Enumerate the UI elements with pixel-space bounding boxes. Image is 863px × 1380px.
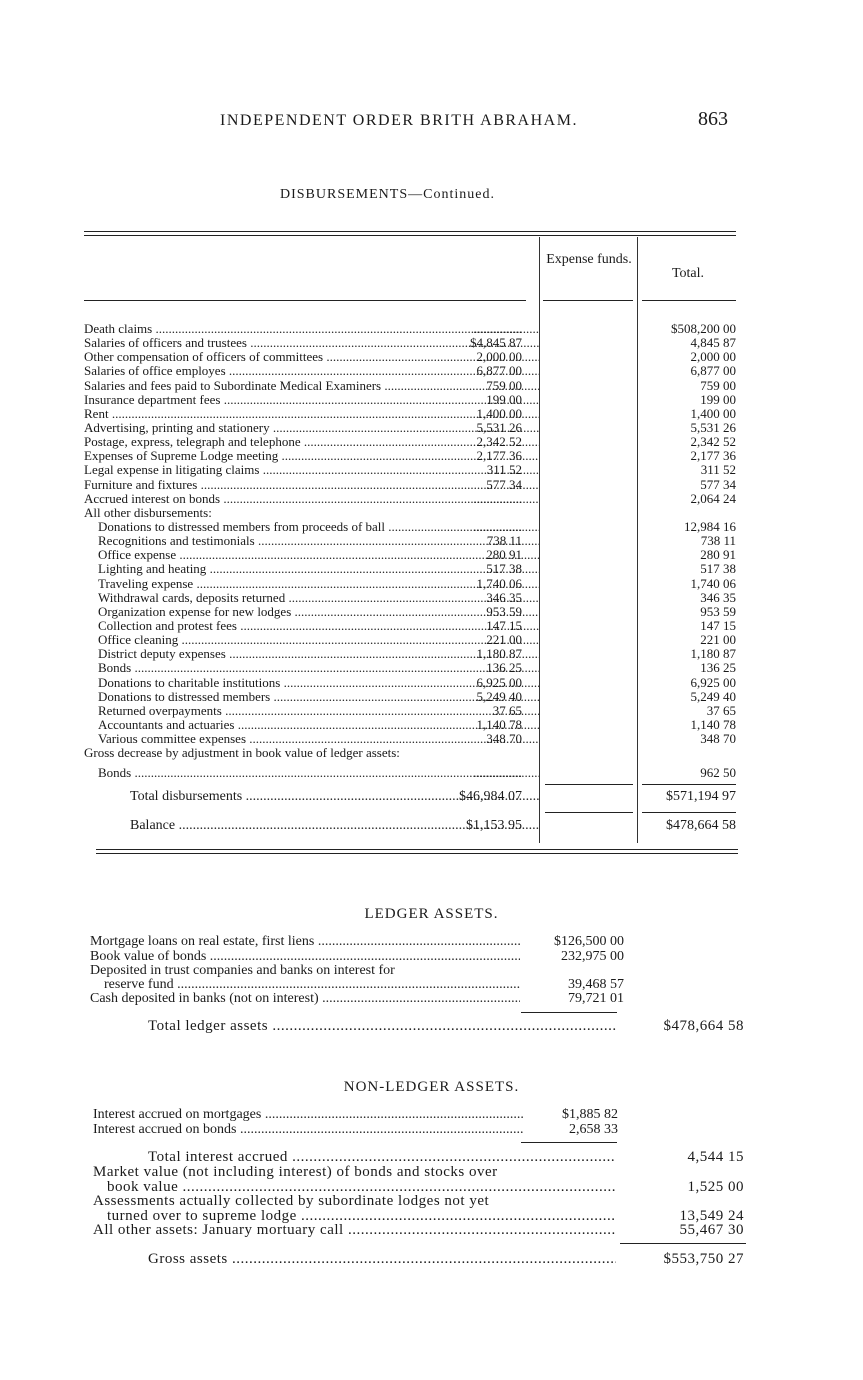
disbursement-label: Withdrawal cards, deposits returned ..... xyxy=(84,591,539,605)
total-interest-row xyxy=(148,1150,748,1164)
disbursement-row xyxy=(84,421,744,435)
ledger-row-label: Deposited in trust companies and banks on interest for xyxy=(90,964,395,978)
balance-total: $478,664 58 xyxy=(666,818,736,833)
market-value-label-2: book value ..... xyxy=(93,1180,616,1194)
total-disbursements-label: Total disbursements ..... xyxy=(84,790,539,804)
disbursement-expense: 1,180 87 xyxy=(476,646,522,662)
disbursement-expense: 37 65 xyxy=(492,702,522,718)
disbursement-expense: 1,140 78 xyxy=(476,716,522,732)
disbursement-expense: ............... xyxy=(473,518,522,534)
ledger-row xyxy=(90,935,630,949)
disbursement-expense: 136 25 xyxy=(486,660,522,676)
disbursement-total: 962 50 xyxy=(700,765,736,781)
disbursement-row xyxy=(84,633,744,647)
disbursement-label: Collection and protest fees ..... xyxy=(84,619,539,633)
market-value-row-2 xyxy=(93,1180,753,1194)
disbursement-label: Bonds ..... xyxy=(84,766,539,780)
disbursement-total: 280 91 xyxy=(700,547,736,563)
column-header-total: Total. xyxy=(671,266,705,281)
disbursement-total: 1,140 78 xyxy=(690,716,736,732)
ledger-assets-title: LEDGER ASSETS. xyxy=(364,906,499,922)
disbursement-expense: 221 00 xyxy=(486,632,522,648)
disbursement-label: Recognitions and testimonials ..... xyxy=(84,534,539,548)
disbursement-total: 1,400 00 xyxy=(690,405,736,421)
disbursement-total: 12,984 16 xyxy=(684,518,736,534)
disbursement-expense: 2,000 00 xyxy=(476,349,522,365)
disbursement-label: Accrued interest on bonds ..... xyxy=(84,492,539,506)
disbursement-row xyxy=(84,591,744,605)
disbursement-label: Furniture and fixtures ..... xyxy=(84,478,539,492)
nonledger-row-label: Interest accrued on mortgages ..... xyxy=(93,1108,523,1122)
disbursement-row xyxy=(84,704,744,718)
market-value-value: 1,525 00 xyxy=(687,1179,744,1195)
disbursement-expense: 280 91 xyxy=(486,547,522,563)
disbursement-row xyxy=(84,393,744,407)
table-top-rule-2 xyxy=(84,235,736,236)
disbursement-total: 2,177 36 xyxy=(690,448,736,464)
disbursement-label: Gross decrease by adjustment in book value of ledger assets: xyxy=(84,746,400,761)
assessments-label-2: turned over to supreme lodge ..... xyxy=(93,1209,616,1223)
disbursement-total: 346 35 xyxy=(700,589,736,605)
disbursement-total: 2,064 24 xyxy=(690,490,736,506)
gross-assets-value: $553,750 27 xyxy=(663,1251,744,1267)
disbursement-label: Donations to distressed members from proceeds of ball ..... xyxy=(84,520,539,534)
disbursement-total: 1,180 87 xyxy=(690,646,736,662)
total-disbursements-total: $571,194 97 xyxy=(666,789,736,804)
disbursement-label: Office cleaning ..... xyxy=(84,633,539,647)
disbursement-expense: 2,342 52 xyxy=(476,434,522,450)
ledger-row-label: Cash deposited in banks (not on interest) ..... xyxy=(90,992,520,1006)
disbursement-label: Donations to distressed members ..... xyxy=(84,690,539,704)
total-disbursements-expense: $46,984 07 xyxy=(459,789,522,804)
disbursement-row xyxy=(84,364,744,378)
balance-label: Balance ..... xyxy=(84,819,539,833)
disbursement-total: 4,845 87 xyxy=(690,335,736,351)
other-assets-value: 55,467 30 xyxy=(679,1222,744,1238)
disbursement-expense: 5,531 26 xyxy=(476,419,522,435)
disbursement-total: 136 25 xyxy=(700,660,736,676)
disbursement-expense: 2,177 36 xyxy=(476,448,522,464)
table-bottom-rule xyxy=(96,849,738,850)
ledger-row xyxy=(90,950,630,964)
disbursement-expense: 5,249 40 xyxy=(476,688,522,704)
disbursement-total: 311 52 xyxy=(700,462,736,478)
disbursement-label: Expenses of Supreme Lodge meeting ..... xyxy=(84,449,539,463)
disbursement-row xyxy=(84,766,744,780)
disbursement-row xyxy=(84,449,744,463)
disbursement-expense: 738 11 xyxy=(486,533,522,549)
disbursement-row xyxy=(84,548,744,562)
balance-rule-total xyxy=(642,812,736,813)
disbursement-label: Salaries of office employes ..... xyxy=(84,364,539,378)
disbursement-row xyxy=(84,492,744,506)
disbursement-expense: 577 34 xyxy=(486,476,522,492)
disbursement-row xyxy=(84,336,744,350)
disbursement-total: 221 00 xyxy=(700,632,736,648)
ledger-row xyxy=(90,964,630,978)
disbursement-row xyxy=(84,407,744,421)
disbursement-label: Lighting and heating ..... xyxy=(84,562,539,576)
disbursement-row xyxy=(84,746,744,760)
disbursement-total: 6,877 00 xyxy=(690,363,736,379)
assessments-value: 13,549 24 xyxy=(679,1208,744,1224)
header-rule-left xyxy=(84,300,526,301)
disbursement-row xyxy=(84,506,744,520)
nonledger-assets-title: NON-LEDGER ASSETS. xyxy=(343,1079,520,1095)
assessments-label: Assessments actually collected by subordinate lodges not yet xyxy=(93,1194,490,1208)
ledger-row-label: Mortgage loans on real estate, first liens ..... xyxy=(90,935,520,949)
disbursement-row xyxy=(84,732,744,746)
ledger-total-value: $478,664 58 xyxy=(663,1018,744,1034)
ledger-row-value: $126,500 00 xyxy=(554,934,624,949)
disbursement-row xyxy=(84,647,744,661)
disbursement-row xyxy=(84,379,744,393)
disbursement-row xyxy=(84,534,744,548)
assessments-row xyxy=(93,1194,753,1208)
disbursement-total: 759 00 xyxy=(700,377,736,393)
disbursement-label: Salaries of officers and trustees ..... xyxy=(84,336,539,350)
ledger-row-value: 232,975 00 xyxy=(561,949,624,964)
disbursement-expense: 759 00 xyxy=(486,377,522,393)
ledger-row-label: reserve fund ..... xyxy=(90,978,520,992)
disbursement-expense: 6,925 00 xyxy=(476,674,522,690)
disbursement-total: 5,249 40 xyxy=(690,688,736,704)
ledger-row xyxy=(90,992,630,1006)
disbursement-total: 2,000 00 xyxy=(690,349,736,365)
disbursement-label: Death claims ..... xyxy=(84,322,539,336)
disbursement-total: 147 15 xyxy=(700,617,736,633)
disbursement-label: Organization expense for new lodges ..... xyxy=(84,605,539,619)
disbursement-expense: 6,877 00 xyxy=(476,363,522,379)
balance-row xyxy=(84,819,744,833)
disbursement-total: 199 00 xyxy=(700,391,736,407)
disbursement-expense: 147 15 xyxy=(486,617,522,633)
ledger-row xyxy=(90,978,630,992)
disbursement-row xyxy=(84,577,744,591)
disbursement-total: 1,740 06 xyxy=(690,575,736,591)
disbursement-label: Traveling expense ..... xyxy=(84,577,539,591)
disbursement-expense: 346 35 xyxy=(486,589,522,605)
total-interest-value: 4,544 15 xyxy=(687,1149,744,1165)
ledger-row-value: 39,468 57 xyxy=(568,977,624,992)
ledger-row-value: 79,721 01 xyxy=(568,991,624,1006)
disbursement-row xyxy=(84,350,744,364)
disbursement-total: 5,531 26 xyxy=(690,419,736,435)
ledger-total-label: Total ledger assets ..... xyxy=(148,1019,616,1033)
disbursement-label: Various committee expenses ..... xyxy=(84,732,539,746)
running-title: INDEPENDENT ORDER BRITH ABRAHAM. xyxy=(220,112,578,129)
disbursement-row xyxy=(84,322,744,336)
disbursement-label: Returned overpayments ..... xyxy=(84,704,539,718)
balance-expense: $1,153 95 xyxy=(466,818,522,833)
total-rule-total xyxy=(642,784,736,785)
disbursement-label: Insurance department fees ..... xyxy=(84,393,539,407)
disbursement-total: 37 65 xyxy=(706,702,736,718)
disbursement-label: Salaries and fees paid to Subordinate Medical Examiners ..... xyxy=(84,379,539,393)
disbursement-expense: 1,740 06 xyxy=(476,575,522,591)
disbursement-total: 517 38 xyxy=(700,561,736,577)
header-rule-mid xyxy=(543,300,633,301)
gross-sum-rule xyxy=(620,1243,746,1244)
other-assets-row xyxy=(93,1223,753,1237)
disbursement-row xyxy=(84,435,744,449)
disbursement-expense: 311 52 xyxy=(486,462,522,478)
disbursement-row xyxy=(84,676,744,690)
disbursement-expense: 1,400 00 xyxy=(476,405,522,421)
gross-assets-label: Gross assets ..... xyxy=(148,1252,616,1266)
header-rule-right xyxy=(642,300,736,301)
disbursement-label: Other compensation of officers of committees ..... xyxy=(84,350,539,364)
gross-assets-row xyxy=(148,1252,748,1266)
disbursement-total: 348 70 xyxy=(700,731,736,747)
disbursement-row xyxy=(84,520,744,534)
nonledger-row xyxy=(93,1108,633,1122)
disbursement-label: Office expense ..... xyxy=(84,548,539,562)
disbursement-row xyxy=(84,605,744,619)
disbursement-expense: 953 59 xyxy=(486,603,522,619)
disbursement-label: Donations to charitable institutions ..... xyxy=(84,676,539,690)
disbursement-row xyxy=(84,478,744,492)
disbursement-expense: 348 70 xyxy=(486,731,522,747)
disbursement-label: Postage, express, telegraph and telephone ..... xyxy=(84,435,539,449)
table-top-rule xyxy=(84,231,736,232)
disbursement-total: 2,342 52 xyxy=(690,434,736,450)
ledger-total-row xyxy=(148,1019,748,1033)
total-rule-expense xyxy=(545,784,633,785)
interest-sum-rule xyxy=(521,1142,617,1143)
disbursement-row xyxy=(84,718,744,732)
market-value-row xyxy=(93,1165,753,1179)
balance-rule-expense xyxy=(545,812,633,813)
nonledger-row-value: $1,885 82 xyxy=(562,1107,618,1122)
disbursement-label: Rent ..... xyxy=(84,407,539,421)
disbursement-expense: 517 38 xyxy=(486,561,522,577)
disbursement-expense: ............... xyxy=(473,490,522,506)
disbursement-total: 577 34 xyxy=(700,476,736,492)
disbursement-total: 738 11 xyxy=(700,533,736,549)
nonledger-row xyxy=(93,1123,633,1137)
disbursement-expense: 199 00 xyxy=(486,391,522,407)
nonledger-row-label: Interest accrued on bonds ..... xyxy=(93,1123,523,1137)
ledger-row-label: Book value of bonds ..... xyxy=(90,950,520,964)
table-bottom-rule-2 xyxy=(96,853,738,854)
disbursement-label: Bonds ..... xyxy=(84,661,539,675)
disbursement-label: District deputy expenses ..... xyxy=(84,647,539,661)
disbursement-label: All other disbursements: xyxy=(84,505,212,520)
total-disbursements-row xyxy=(84,790,744,804)
page-number: 863 xyxy=(698,108,728,130)
nonledger-row-value: 2,658 33 xyxy=(569,1122,618,1137)
market-value-label: Market value (not including interest) of bonds and stocks over xyxy=(93,1165,498,1179)
disbursement-expense: $4,845 87 xyxy=(470,335,522,351)
disbursement-total: $508,200 00 xyxy=(671,321,736,336)
disbursement-label: Advertising, printing and stationery ..... xyxy=(84,421,539,435)
disbursement-row xyxy=(84,661,744,675)
disbursement-total: 6,925 00 xyxy=(690,674,736,690)
assessments-row-2 xyxy=(93,1209,753,1223)
other-assets-label: All other assets: January mortuary call ..... xyxy=(93,1223,616,1237)
disbursement-label: Accountants and actuaries ..... xyxy=(84,718,539,732)
ledger-sum-rule xyxy=(521,1012,617,1013)
disbursement-expense: ............... xyxy=(473,321,522,336)
disbursement-row xyxy=(84,562,744,576)
column-header-expense: Expense funds. xyxy=(546,252,632,267)
table-caption: DISBURSEMENTS—Continued. xyxy=(280,187,495,202)
disbursement-expense: ............... xyxy=(473,765,522,781)
disbursement-total: 953 59 xyxy=(700,603,736,619)
disbursement-row xyxy=(84,619,744,633)
disbursement-label: Legal expense in litigating claims ..... xyxy=(84,463,539,477)
disbursement-row xyxy=(84,463,744,477)
total-interest-label: Total interest accrued ..... xyxy=(148,1150,616,1164)
disbursement-row xyxy=(84,690,744,704)
